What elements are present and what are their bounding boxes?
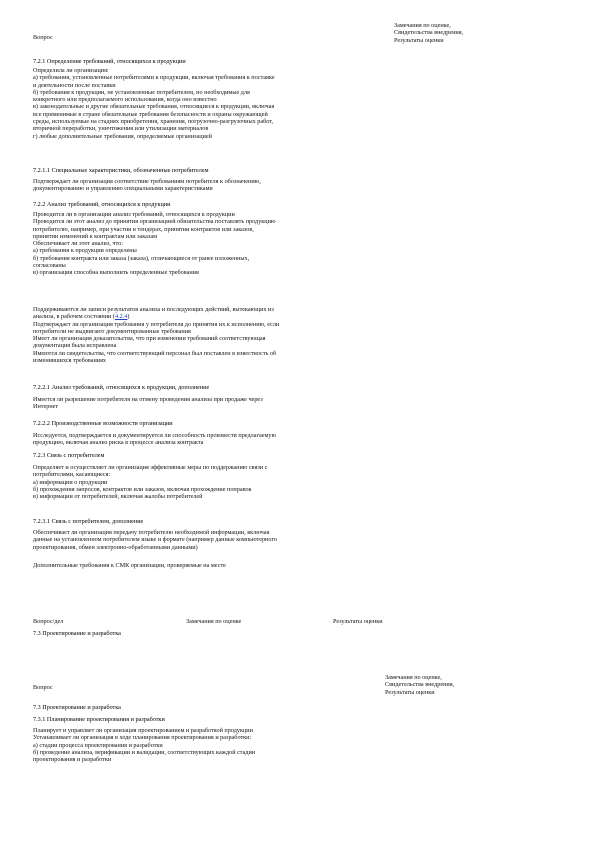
remarks-column-header [385, 674, 454, 696]
text-line: конкретного или предполагаемого использования, когда оно известно [33, 96, 217, 104]
remarks-column-header: Замечания по оценке [186, 618, 242, 625]
text-fragment: анализа, в рабочем состоянии ( [33, 313, 115, 321]
text-line: потребителю, например, при участии в тендерах, принятии контрактов или заказов, [33, 225, 254, 233]
text-line: Имеется ли разрешение потребителя на отмену проведения анализа при продаже через [33, 396, 263, 403]
section-heading: 7.2.3.1 Связь с потребителем, дополнение [33, 518, 144, 525]
results-header-line: Результаты оценки [394, 36, 444, 44]
text-line: и деятельности после поставки [33, 81, 116, 89]
text-line: все применимые в стране обязательные требования безопасности и охраны окружающей [33, 110, 268, 118]
section-body [33, 306, 279, 364]
text-line: потребителями, касающиеся: [33, 471, 111, 479]
section-heading: 7.2.1.1 Специальные характеристики, обозначенные потребителем [33, 167, 209, 174]
section-heading: 7.3 Проектирование и разработка [33, 630, 121, 637]
text-line: документация была исправлена [33, 342, 117, 350]
section-body [33, 432, 276, 447]
section-heading: 7.2.2.1 Анализ требований, относящихся к продукции, дополнение [33, 384, 210, 391]
text-line: в) организация способна выполнить определенные требования [33, 269, 199, 277]
section-body [33, 211, 276, 277]
text-line: Обеспечивает ли организация передачу потребителю необходимой информации, включая [33, 529, 270, 536]
remarks-header-line: Замечания по оценке, [394, 22, 451, 29]
question-column-header: Вопрос/дел [33, 618, 64, 625]
section-heading: 7.2.3 Связь с потребителем [33, 452, 105, 459]
text-line: данные на установленном потребителем языке и формате (например данные компьютерного [33, 536, 277, 544]
section-heading: 7.3.1 Планирование проектирования и разработки [33, 716, 165, 723]
text-line: согласованы [33, 262, 66, 270]
text-line: изменившихся требованиях [33, 357, 107, 365]
section-body [33, 178, 261, 193]
text-line: Определила ли организация: [33, 67, 109, 74]
text-line: Проводится ли в организации анализ требований, относящихся к продукции [33, 211, 235, 218]
text-line: Имеет ли организация доказательства, что при изменении требований соответствующая [33, 335, 266, 343]
text-line: продукцию, включая анализ риска в процессе анализа контракта [33, 439, 204, 447]
additional-requirements-line: Дополнительные требования к СМК организации, проверяемые на месте [33, 562, 226, 569]
remarks-column-header [394, 22, 463, 44]
text-line: проектирования и разработки [33, 756, 112, 764]
text-line: проектирования, обмен электронно-обработанными данными) [33, 543, 198, 551]
section-body [33, 529, 277, 551]
evidence-header-line: Свидетельства внедрения, [394, 29, 464, 37]
remarks-header-line: Замечания по оценке, [385, 674, 442, 681]
text-line: Интернет [33, 403, 59, 411]
results-header-line: Результаты оценки [385, 688, 435, 696]
text-line: Имеются ли свидетельства, что соответствующий персонал был поставлен в известность об [33, 349, 277, 357]
text-line: потребители не выдвигают документированные требования [33, 327, 191, 335]
text-line: среды, используемые на стадиях приобретения, хранения, погрузочно-разгрузочных работ, [33, 118, 274, 126]
text-fragment: ) [127, 313, 130, 321]
section-heading: 7.2.1 Определение требований, относящихся к продукции [33, 58, 186, 65]
text-line: документированию и управлению специальными характеристиками [33, 185, 213, 193]
section-heading: 7.2.2 Анализ требований, относящихся к продукции [33, 201, 171, 208]
text-line: Исследуется, подтверждается и документируется ли способность произвести предлагаемую [33, 432, 277, 439]
text-line: Определяет и осуществляет ли организация эффективные меры по поддержанию связи с [33, 464, 268, 471]
text-line: Подтверждает ли организация соответствие требованиям потребителя к обозначению, [33, 178, 261, 185]
section-heading: 7.2.2.2 Производственные возможности организации [33, 420, 173, 427]
text-line: б) требования контракта или заказа (заказа), отличающиеся от ранее изложенных, [33, 254, 250, 262]
text-line: а) стадии процесса проектирования и разработки [33, 741, 163, 749]
text-line: Подтверждает ли организация требования у потребителя до принятия их к исполнению, если [33, 320, 280, 328]
question-column-header: Вопрос [33, 684, 53, 691]
text-line [33, 313, 279, 320]
text-line: вторичной переработки, уничтожения или утилизации материалов [33, 125, 209, 133]
section-body [33, 464, 267, 500]
section-body [33, 727, 255, 763]
question-column-header: Вопрос [33, 34, 53, 41]
text-line: Устанавливает ли организация в ходе планирования проектирования и разработки: [33, 734, 252, 742]
section-body [33, 396, 263, 411]
section-heading: 7.3 Проектирование и разработка [33, 704, 121, 711]
evidence-header-line: Свидетельства внедрения, [385, 681, 455, 689]
text-line: г) любые дополнительные требования, определяемые организацией [33, 132, 212, 140]
text-line: в) законодательные и другие обязательные требования, относящиеся к продукции, включая [33, 103, 275, 111]
text-line: а) информации о продукции [33, 478, 108, 486]
text-line: а) требования, установленные потребителями к продукции, включая требования к поставке [33, 74, 275, 82]
results-column-header: Результаты оценки [333, 618, 383, 625]
text-line: Проводится ли этот анализ до принятия организацией обязательства поставлять продукцию [33, 218, 276, 226]
clause-reference-link[interactable]: 4.2.4 [114, 313, 128, 321]
text-line: Планирует и управляет ли организация проектированием и разработкой продукции [33, 727, 253, 734]
text-line: а) требования к продукции определены [33, 247, 137, 255]
text-line: Поддерживаются ли записи результатов анализа и последующих действий, вытекающих из [33, 306, 274, 313]
text-line: б) проведение анализа, верификации и валидации, соответствующих каждой стадии [33, 748, 256, 756]
text-line: б) требования к продукции, не установленные потребителем, но необходимые для [33, 88, 250, 96]
text-line: в) информации от потребителей, включая жалобы потребителей [33, 493, 203, 501]
text-line: принятии изменений к контрактам или заказам [33, 232, 158, 240]
section-body [33, 67, 275, 140]
text-line: б) прохождения запросов, контрактов или заказов, включая прохождение поправок [33, 485, 252, 493]
text-line: Обеспечивает ли этот анализ, что: [33, 240, 123, 248]
